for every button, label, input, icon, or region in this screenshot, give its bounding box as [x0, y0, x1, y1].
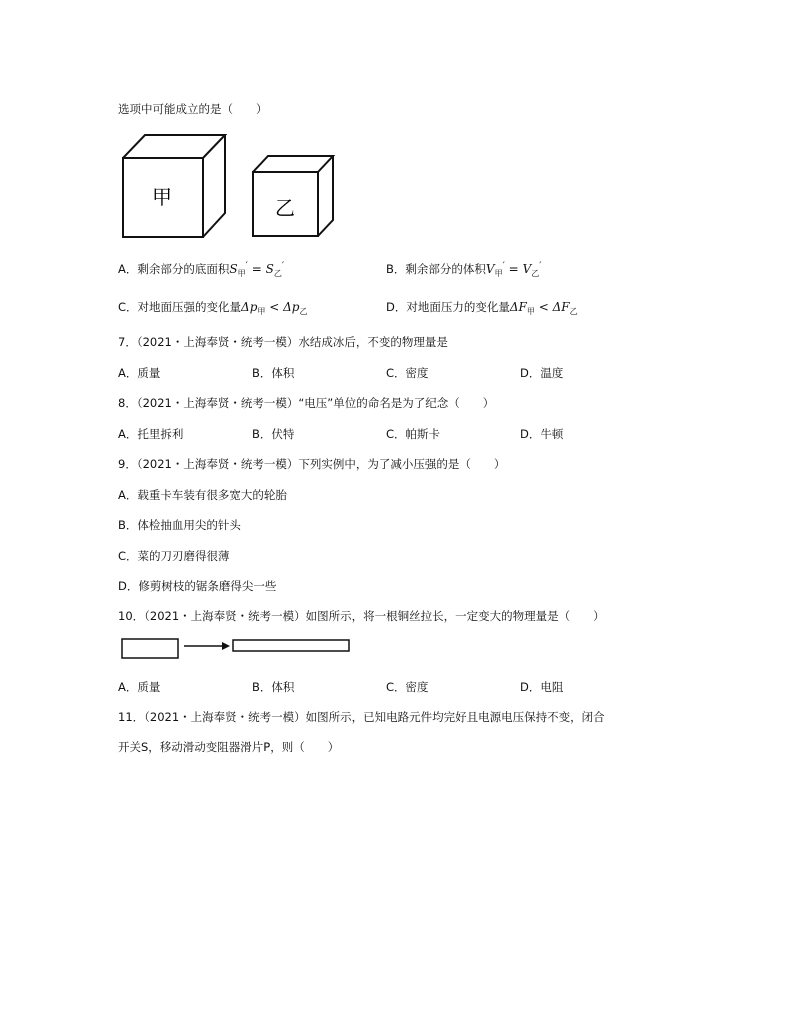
q7-option-d: D．温度	[520, 366, 564, 380]
cube-jia	[123, 135, 225, 237]
q9-option-c: C．菜的刀刃磨得很薄	[118, 549, 230, 563]
q6-option-a-text: A．剩余部分的底面积	[118, 262, 230, 276]
q6-option-c-text: C．对地面压强的变化量	[118, 300, 242, 314]
wire-stretch-figure	[120, 636, 360, 660]
intro-text: 选项中可能成立的是（ ）	[118, 102, 268, 116]
cube-jia-label: 甲	[152, 185, 172, 209]
q11-stem-line2: 开关S，移动滑动变阻器滑片P，则（ ）	[118, 740, 340, 754]
q6-option-b	[386, 259, 542, 282]
q10-option-c: C．密度	[386, 680, 429, 694]
q7-stem: 7．（2021・上海奉贤・统考一模）水结成冰后，不变的物理量是	[118, 335, 448, 349]
q6-option-c	[118, 299, 307, 320]
q6-option-d-text: D．对地面压力的变化量	[386, 300, 510, 314]
q9-option-a: A．载重卡车装有很多宽大的轮胎	[118, 488, 287, 502]
q8-option-d: D．牛顿	[520, 427, 564, 441]
q9-stem: 9．（2021・上海奉贤・统考一模）下列实例中，为了减小压强的是（ ）	[118, 457, 506, 471]
q7-option-b: B．体积	[252, 366, 295, 380]
q10-option-d: D．电阻	[520, 680, 564, 694]
cubes-figure	[118, 132, 358, 242]
q6-option-a	[118, 259, 284, 282]
wire-before	[122, 639, 178, 658]
cube-yi-label: 乙	[275, 196, 295, 220]
q8-option-b: B．伏特	[252, 427, 295, 441]
q8-option-c: C．帕斯卡	[386, 427, 441, 441]
wire-after	[233, 640, 349, 651]
q6-option-d	[386, 299, 578, 320]
q6-option-c-formula: $\Delta p_甲 < \Delta p_乙$	[241, 300, 308, 316]
q6-option-b-formula: $V_甲' = V_乙'$	[485, 261, 542, 278]
q10-option-b: B．体积	[252, 680, 295, 694]
q7-option-a: A．质量	[118, 366, 161, 380]
q6-option-d-formula: $\Delta F_甲 < \Delta F_乙$	[509, 300, 578, 316]
q9-option-d: D．修剪树枝的锯条磨得尖一些	[118, 579, 277, 593]
q8-stem: 8．（2021・上海奉贤・统考一模）“电压”单位的命名是为了纪念（ ）	[118, 396, 495, 410]
q6-option-a-formula: $S_甲' = S_乙'$	[229, 261, 285, 278]
q6-option-b-text: B．剩余部分的体积	[386, 262, 486, 276]
q9-option-b: B．体检抽血用尖的针头	[118, 518, 241, 532]
q10-stem: 10．（2021・上海奉贤・统考一模）如图所示，将一根铜丝拉长，一定变大的物理量是（ ）	[118, 609, 605, 623]
arrow-head-icon	[222, 642, 230, 650]
q10-option-a: A．质量	[118, 680, 161, 694]
q11-stem-line1: 11．（2021・上海奉贤・统考一模）如图所示，已知电路元件均完好且电源电压保持不变，闭合	[118, 710, 605, 724]
q8-option-a: A．托里拆利	[118, 427, 184, 441]
q7-option-c: C．密度	[386, 366, 429, 380]
